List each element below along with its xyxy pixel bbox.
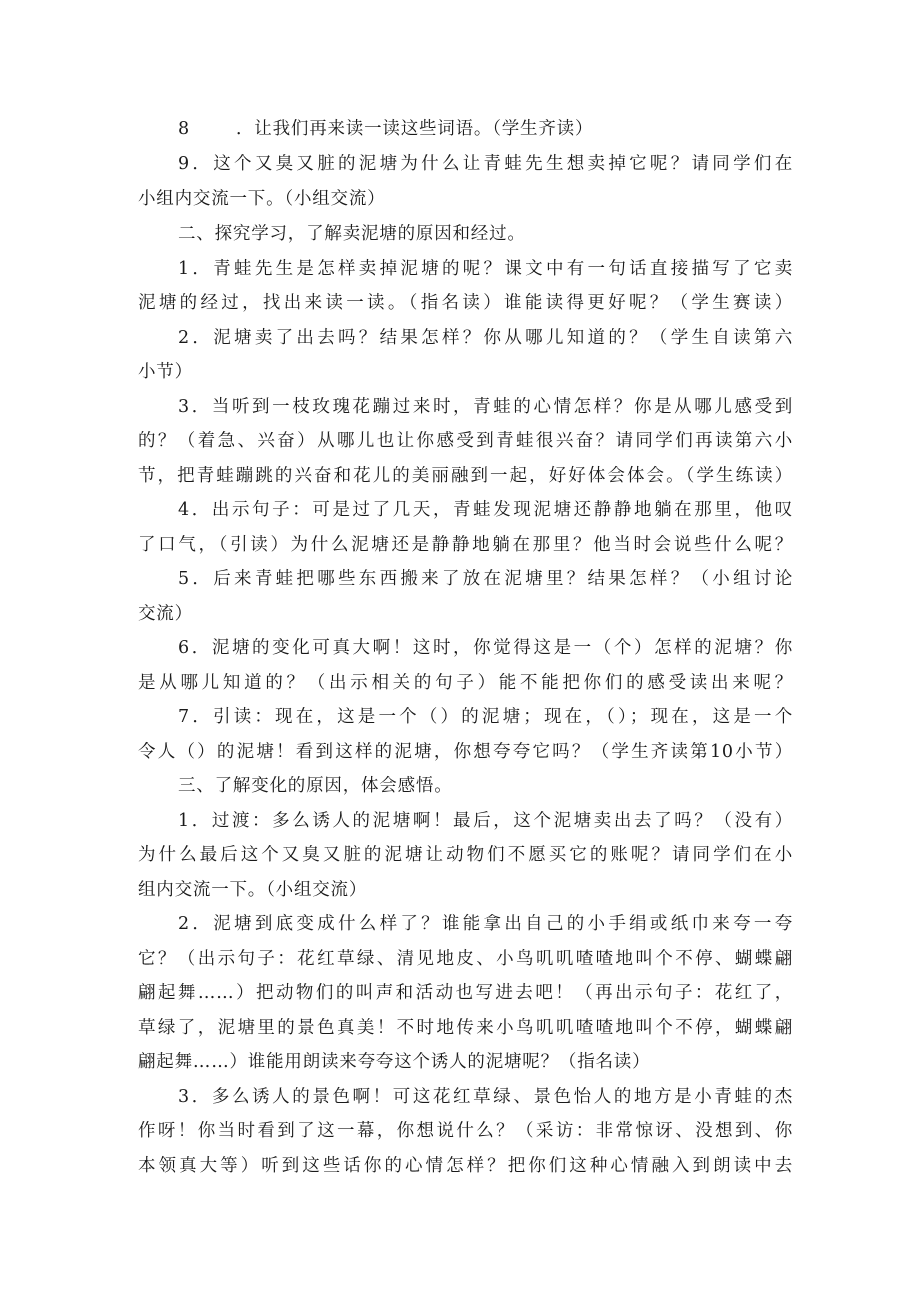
paragraph-line: 3．当听到一枝玫瑰花蹦过来时，青蛙的心情怎样？你是从哪儿感受到	[178, 397, 793, 417]
paragraph-line: 4．出示句子：可是过了几天，青蛙发现泥塘还静静地躺在那里，他叹	[178, 500, 793, 520]
paragraph-line: 的？（着急、兴奋）从哪儿也让你感受到青蛙很兴奋？请同学们再读第六小	[138, 431, 793, 451]
paragraph-line: 6．泥塘的变化可真大啊！这时，你觉得这是一（个）怎样的泥塘？你	[178, 638, 793, 658]
paragraph-line: 了口气，（引读）为什么泥塘还是静静地躺在那里？他当时会说些什么呢？	[138, 535, 793, 555]
paragraph-line: 令人（）的泥塘！看到这样的泥塘，你想夸夸它吗？（学生齐读第10小节）	[138, 742, 793, 762]
paragraph-line: 交流）	[138, 604, 193, 624]
paragraph-line: 2．泥塘卖了出去吗？结果怎样？你从哪儿知道的？（学生自读第六	[178, 328, 793, 348]
paragraph-line: 翩起舞……）把动物们的叫声和活动也写进去吧！（再出示句子：花红了，	[138, 983, 793, 1003]
paragraph-line: 1．过渡：多么诱人的泥塘啊！最后，这个泥塘卖出去了吗？（没有）	[178, 811, 793, 831]
paragraph-line	[178, 118, 793, 140]
paragraph-line: 本领真大等）听到这些话你的心情怎样？把你们这种心情融入到朗读中去	[138, 1156, 793, 1176]
paragraph-line: 1．青蛙先生是怎样卖掉泥塘的呢？课文中有一句话直接描写了它卖	[178, 259, 793, 279]
paragraph-line: 泥塘的经过，找出来读一读。（指名读）谁能读得更好呢？（学生赛读）	[138, 293, 793, 313]
paragraph-line: 5．后来青蛙把哪些东西搬来了放在泥塘里？结果怎样？（小组讨论	[178, 569, 793, 589]
section-heading: 三、了解变化的原因，体会感悟。	[178, 776, 453, 796]
paragraph-line: 小组内交流一下。（小组交流）	[138, 189, 386, 209]
paragraph-line: 翩起舞……）谁能用朗读来夸夸这个诱人的泥塘呢？（指名读）	[138, 1052, 651, 1072]
line-text: ．让我们再来读一读这些词语。（学生齐读）	[236, 119, 594, 139]
paragraph-line: 小节）	[138, 362, 193, 382]
paragraph-line: 9．这个又臭又脏的泥塘为什么让青蛙先生想卖掉它呢？请同学们在	[178, 154, 793, 174]
paragraph-line: 组内交流一下。（小组交流）	[138, 880, 368, 900]
paragraph-line: 3．多么诱人的景色啊！可这花红草绿、景色怡人的地方是小青蛙的杰	[178, 1087, 793, 1107]
item-number: 8	[178, 119, 190, 139]
paragraph-line: 草绿了，泥塘里的景色真美！不时地传来小鸟叽叽喳喳地叫个不停，蝴蝶翩	[138, 1018, 793, 1038]
paragraph-line: 为什么最后这个又臭又脏的泥塘让动物们不愿买它的账呢？请同学们在小	[138, 845, 793, 865]
paragraph-line: 节，把青蛙蹦跳的兴奋和花儿的美丽融到一起，好好体会体会。（学生练读）	[138, 466, 793, 486]
paragraph-line: 它？（出示句子：花红草绿、清见地皮、小鸟叽叽喳喳地叫个不停、蝴蝶翩	[138, 949, 793, 969]
paragraph-line: 是从哪儿知道的？（出示相关的句子）能不能把你们的感受读出来呢？	[138, 673, 793, 693]
paragraph-line: 作呀！你当时看到了这一幕，你想说什么？（采访：非常惊讶、没想到、你	[138, 1121, 793, 1141]
section-heading: 二、探究学习，了解卖泥塘的原因和经过。	[178, 224, 526, 244]
paragraph-line: 2．泥塘到底变成什么样了？谁能拿出自己的小手绢或纸巾来夸一夸	[178, 914, 793, 934]
paragraph-line: 7．引读：现在，这是一个（）的泥塘；现在，（）；现在，这是一个	[178, 707, 793, 727]
